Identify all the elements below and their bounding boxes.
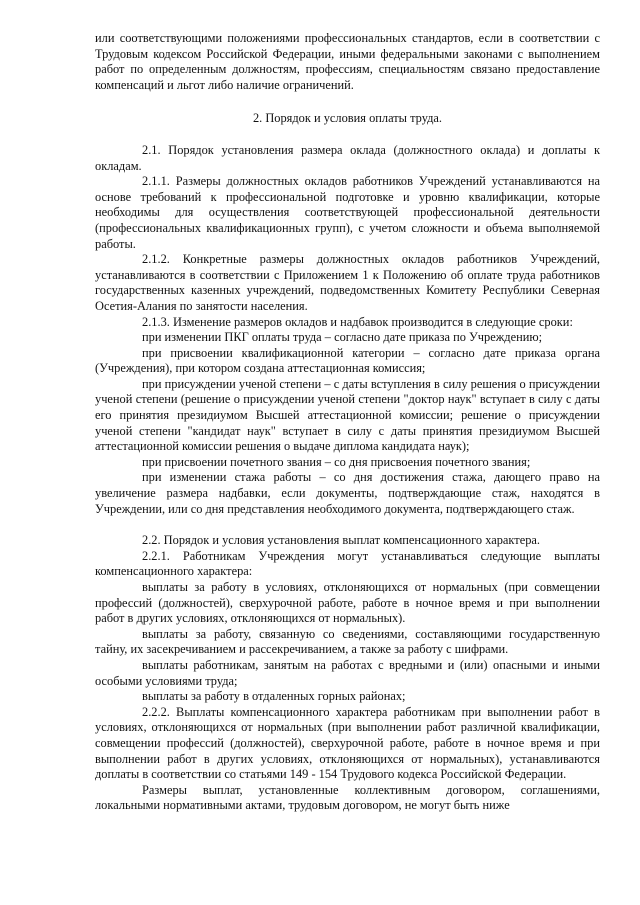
paragraph-intro: или соответствующими положениями профессиональных стандартов, если в соответствии с Трудовым кодексом Российской Федерации, иными федеральными законами с выполнением работ по определенным должностям, профессиям, специальностям связано предоставление компенсаций и льгот либо наличие ограничений.: [95, 31, 600, 92]
paragraph-2-1-1: 2.1.1. Размеры должностных окладов работников Учреждений устанавливаются на основе требований к профессиональной подготовке и уровню квалификации, которые необходимы для осуществления соответствующей профессиональной деятельности (профессиональных квалификационных групп), с учетом сложности и объема выполняемой работы.: [95, 174, 600, 251]
paragraph-payment-amounts: Размеры выплат, установленные коллективным договором, соглашениями, локальными нормативными актами, трудовым договором, не могут быть ниже: [95, 782, 600, 813]
paragraph-abnormal-conditions: выплаты за работу в условиях, отклоняющихся от нормальных (при совмещении профессий (должностей), сверхурочной работе, работе в ночное время и при выполнении работ в других условиях, отклоняющихся от нормальных).: [95, 580, 600, 626]
paragraph-2-2-1: 2.2.1. Работникам Учреждения могут устанавливаться следующие выплаты компенсационного характера:: [95, 548, 600, 579]
paragraph-2-1-2: 2.1.2. Конкретные размеры должностных окладов работников Учреждений, устанавливаются в соответствии с Приложением 1 к Положению об оплате труда работников государственных казенных учреждений, подведомственных Комитету Республики Северная Осетия-Алания по занятости населения.: [95, 252, 600, 313]
paragraph-hazardous-work: выплаты работникам, занятым на работах с вредными и (или) опасными и иными особыми условиями труда;: [95, 657, 600, 688]
paragraph-2-1-3: 2.1.3. Изменение размеров окладов и надбавок производится в следующие сроки:: [142, 314, 573, 329]
section-heading-2: 2. Порядок и условия оплаты труда.: [252, 111, 443, 126]
paragraph-state-secret: выплаты за работу, связанную со сведениями, составляющими государственную тайну, их засекречиванием и рассекречиванием, а также за работу с шифрами.: [95, 626, 600, 657]
paragraph-2-1: 2.1. Порядок установления размера оклада (должностного оклада) и доплаты к окладам.: [95, 142, 600, 173]
paragraph-2-2-2: 2.2.2. Выплаты компенсационного характера работникам при выполнении работ в условиях, отклоняющихся от нормальных (при выполнении работ различной квалификации, совмещении профессий (должностей), сверхурочной работе, работе в ночное время и при выполнении работ в других условиях, отклоняющихся от нормальных), устанавливаются доплаты в соответствии со статьями 149 - 154 Трудового кодекса Российской Федерации.: [95, 704, 600, 782]
paragraph-mountain-areas: выплаты за работу в отдаленных горных районах;: [142, 689, 406, 704]
paragraph-academic-degree: при присуждении ученой степени – с даты вступления в силу решения о присуждении ученой степени (решение о присуждении ученой степени "доктор наук" вступает в силу с даты его принятия президиумом Высшей аттестационной комиссии; решение о присуждении ученой степени "кандидат наук" вступает в силу с даты принятия президиумом Высшей аттестационной комиссии решения о выдаче диплома кандидата наук);: [95, 376, 600, 454]
paragraph-honorary-title: при присвоении почетного звания – со дня присвоения почетного звания;: [142, 454, 531, 469]
paragraph-pkg-change: при изменении ПКГ оплаты труда – согласно дате приказа по Учреждению;: [142, 330, 543, 345]
paragraph-qualification-category: при присвоении квалификационной категории – согласно дате приказа органа (Учреждения), при котором создана аттестационная комиссия;: [95, 345, 600, 376]
paragraph-2-2: 2.2. Порядок и условия установления выплат компенсационного характера.: [142, 533, 540, 548]
paragraph-work-experience: при изменении стажа работы – со дня достижения стажа, дающего право на увеличение размера надбавки, если документы, подтверждающие стаж, находятся в Учреждении, или со дня представления необходимого документа, подтверждающего стаж.: [95, 470, 600, 516]
